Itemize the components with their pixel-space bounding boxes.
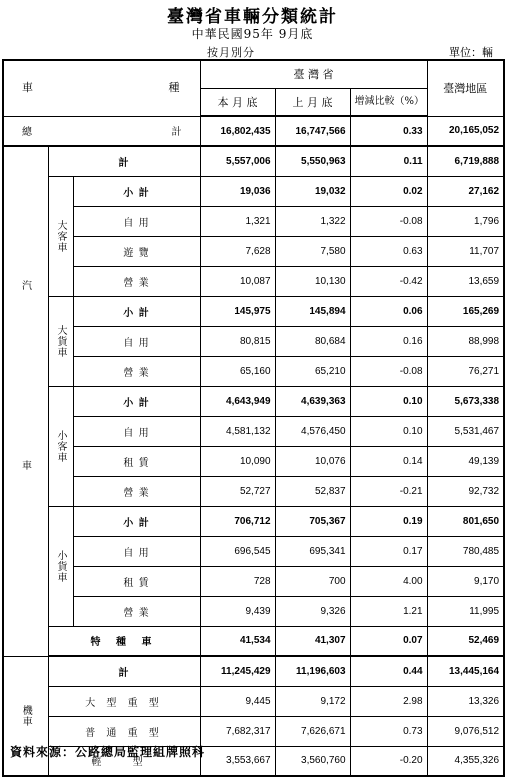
table-row — [3, 656, 504, 686]
cell-change: 1.21 — [350, 596, 427, 626]
cell-change: 0.19 — [350, 506, 427, 536]
row-label: 輕 型 — [48, 746, 200, 776]
cell-this-month: 696,545 — [200, 536, 275, 566]
table-row — [3, 206, 504, 236]
cell-this-month: 16,802,435 — [200, 116, 275, 146]
cell-this-month: 9,439 — [200, 596, 275, 626]
large-bus-label: 大客車 — [48, 176, 73, 296]
cell-taiwan: 801,650 — [427, 506, 504, 536]
cell-change: 0.16 — [350, 326, 427, 356]
cell-this-month: 41,534 — [200, 626, 275, 656]
row-label: 大 型 重 型 — [48, 686, 200, 716]
cell-last-month: 52,837 — [275, 476, 350, 506]
grand-total-left: 總 — [22, 127, 32, 139]
row-label: 租 賃 — [73, 446, 200, 476]
cell-last-month: 700 — [275, 566, 350, 596]
row-label: 租 賃 — [73, 566, 200, 596]
cell-taiwan: 27,162 — [427, 176, 504, 206]
table-row — [3, 326, 504, 356]
cell-change: 0.44 — [350, 656, 427, 686]
cell-taiwan: 13,445,164 — [427, 656, 504, 686]
cell-change: -0.42 — [350, 266, 427, 296]
table-row — [3, 146, 504, 176]
table-row — [3, 686, 504, 716]
cell-this-month: 52,727 — [200, 476, 275, 506]
cell-taiwan: 1,796 — [427, 206, 504, 236]
cell-taiwan: 49,139 — [427, 446, 504, 476]
cell-change: -0.20 — [350, 746, 427, 776]
row-label: 小 計 — [73, 296, 200, 326]
cell-change: 0.10 — [350, 386, 427, 416]
cell-last-month: 5,550,963 — [275, 146, 350, 176]
cell-this-month: 7,682,317 — [200, 716, 275, 746]
cell-change: 2.98 — [350, 686, 427, 716]
row-label: 普 通 重 型 — [48, 716, 200, 746]
period-label: 按月別分 — [207, 46, 255, 59]
cell-last-month: 7,626,671 — [275, 716, 350, 746]
cell-change: 0.07 — [350, 626, 427, 656]
this-month-header: 本 月 底 — [200, 88, 275, 116]
cell-last-month: 41,307 — [275, 626, 350, 656]
cell-change: 0.33 — [350, 116, 427, 146]
cell-taiwan: 780,485 — [427, 536, 504, 566]
vehicle-type-header — [3, 60, 200, 116]
table-row — [3, 716, 504, 746]
cell-taiwan: 6,719,888 — [427, 146, 504, 176]
cell-this-month: 65,160 — [200, 356, 275, 386]
table-row — [3, 356, 504, 386]
table-row — [3, 386, 504, 416]
cell-last-month: 65,210 — [275, 356, 350, 386]
cell-taiwan: 11,707 — [427, 236, 504, 266]
small-car-label: 小客車 — [48, 386, 73, 506]
table-row — [3, 176, 504, 206]
cell-taiwan: 5,673,338 — [427, 386, 504, 416]
cell-this-month: 4,581,132 — [200, 416, 275, 446]
page-subtitle: 中華民國95年 9月底 — [191, 27, 314, 41]
table-row — [3, 116, 504, 146]
cell-last-month: 9,172 — [275, 686, 350, 716]
cell-taiwan: 9,170 — [427, 566, 504, 596]
row-label: 營 業 — [73, 266, 200, 296]
table-row — [3, 476, 504, 506]
row-label: 計 — [48, 656, 200, 686]
row-label: 自 用 — [73, 536, 200, 566]
cell-this-month: 145,975 — [200, 296, 275, 326]
row-label: 自 用 — [73, 416, 200, 446]
cell-change: 0.06 — [350, 296, 427, 326]
cell-this-month: 80,815 — [200, 326, 275, 356]
cell-change: -0.08 — [350, 206, 427, 236]
row-label: 特 種 車 — [48, 626, 200, 656]
motorcycle-group-label: 機車 — [3, 656, 48, 776]
page-title: 臺灣省車輛分類統計 — [167, 7, 338, 27]
cell-taiwan: 4,355,326 — [427, 746, 504, 776]
cell-this-month: 4,643,949 — [200, 386, 275, 416]
cell-last-month: 10,130 — [275, 266, 350, 296]
cell-change: 0.17 — [350, 536, 427, 566]
cell-this-month: 19,036 — [200, 176, 275, 206]
cell-this-month: 11,245,429 — [200, 656, 275, 686]
cell-change: 4.00 — [350, 566, 427, 596]
table-row — [3, 626, 504, 656]
header-row — [3, 60, 504, 88]
cell-last-month: 4,639,363 — [275, 386, 350, 416]
car-group-bottom: 車 — [22, 461, 33, 472]
cell-last-month: 7,580 — [275, 236, 350, 266]
cell-taiwan: 76,271 — [427, 356, 504, 386]
cell-last-month: 695,341 — [275, 536, 350, 566]
row-label: 營 業 — [73, 596, 200, 626]
cell-taiwan: 92,732 — [427, 476, 504, 506]
cell-last-month: 3,560,760 — [275, 746, 350, 776]
table-row — [3, 506, 504, 536]
grand-total-right: 計 — [171, 127, 182, 139]
cell-taiwan: 52,469 — [427, 626, 504, 656]
small-truck-label: 小貨車 — [48, 506, 73, 626]
vehicle-stats-table — [2, 59, 505, 777]
row-label: 計 — [48, 146, 200, 176]
change-header: 增減比較（%） — [350, 88, 427, 116]
table-row — [3, 236, 504, 266]
cell-taiwan: 9,076,512 — [427, 716, 504, 746]
row-label: 小 計 — [73, 176, 200, 206]
cell-taiwan: 88,998 — [427, 326, 504, 356]
unit-label: 單位：輛 — [449, 46, 493, 59]
cell-this-month: 9,445 — [200, 686, 275, 716]
cell-this-month: 10,087 — [200, 266, 275, 296]
cell-taiwan: 13,326 — [427, 686, 504, 716]
cell-this-month: 728 — [200, 566, 275, 596]
cell-change: 0.10 — [350, 416, 427, 446]
table-row — [3, 596, 504, 626]
cell-taiwan: 20,165,052 — [427, 116, 504, 146]
last-month-header: 上 月 底 — [275, 88, 350, 116]
cell-last-month: 145,894 — [275, 296, 350, 326]
cell-last-month: 705,367 — [275, 506, 350, 536]
cell-change: 0.63 — [350, 236, 427, 266]
row-label: 自 用 — [73, 206, 200, 236]
data-source-note: 資料來源：公路總局監理組牌照科 — [10, 745, 206, 759]
cell-change: 0.14 — [350, 446, 427, 476]
taiwan-area-header: 臺灣地區 — [427, 60, 504, 116]
table-row — [3, 536, 504, 566]
cell-change: 0.11 — [350, 146, 427, 176]
car-group-top: 汽 — [22, 281, 33, 292]
cell-taiwan: 165,269 — [427, 296, 504, 326]
row-label: 小 計 — [73, 506, 200, 536]
car-group-label — [3, 146, 48, 656]
row-label: 小 計 — [73, 386, 200, 416]
cell-this-month: 5,557,006 — [200, 146, 275, 176]
cell-last-month: 11,196,603 — [275, 656, 350, 686]
cell-change: -0.21 — [350, 476, 427, 506]
cell-last-month: 9,326 — [275, 596, 350, 626]
cell-last-month: 1,322 — [275, 206, 350, 236]
cell-taiwan: 13,659 — [427, 266, 504, 296]
grand-total-label — [3, 116, 200, 146]
cell-last-month: 19,032 — [275, 176, 350, 206]
vehicle-type-header-left: 車 — [22, 81, 33, 94]
row-label: 營 業 — [73, 476, 200, 506]
cell-this-month: 3,553,667 — [200, 746, 275, 776]
large-truck-label: 大貨車 — [48, 296, 73, 386]
cell-last-month: 80,684 — [275, 326, 350, 356]
row-label: 營 業 — [73, 356, 200, 386]
cell-this-month: 7,628 — [200, 236, 275, 266]
table-row — [3, 566, 504, 596]
province-group-header: 臺 灣 省 — [200, 60, 427, 88]
table-row — [3, 416, 504, 446]
row-label: 自 用 — [73, 326, 200, 356]
cell-taiwan: 5,531,467 — [427, 416, 504, 446]
row-label: 遊 覽 — [73, 236, 200, 266]
cell-change: -0.08 — [350, 356, 427, 386]
cell-this-month: 1,321 — [200, 206, 275, 236]
cell-taiwan: 11,995 — [427, 596, 504, 626]
table-row — [3, 446, 504, 476]
table-row — [3, 266, 504, 296]
cell-change: 0.73 — [350, 716, 427, 746]
table-row — [3, 296, 504, 326]
cell-this-month: 706,712 — [200, 506, 275, 536]
cell-this-month: 10,090 — [200, 446, 275, 476]
vehicle-type-header-right: 種 — [168, 81, 180, 94]
cell-change: 0.02 — [350, 176, 427, 206]
cell-last-month: 10,076 — [275, 446, 350, 476]
cell-last-month: 4,576,450 — [275, 416, 350, 446]
cell-last-month: 16,747,566 — [275, 116, 350, 146]
